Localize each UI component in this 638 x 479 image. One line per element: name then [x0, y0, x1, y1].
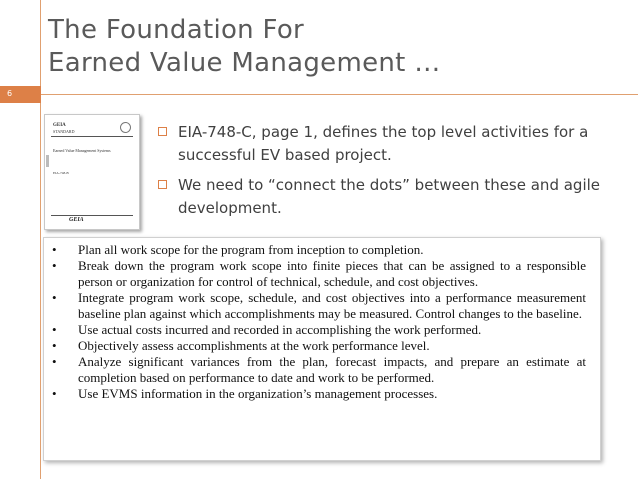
eia-activity-item [48, 290, 600, 322]
bullet-dot-icon: • [52, 242, 57, 257]
thumbnail-doc-number: EIA-748-B [53, 171, 69, 175]
eia-activity-item [48, 322, 600, 338]
checkbox-bullet-icon [158, 127, 167, 136]
slide-number-badge [0, 86, 41, 103]
left-accent-rule [40, 0, 41, 479]
bullet-dot-icon: • [52, 338, 57, 353]
slide-bullet [158, 174, 608, 220]
eia-activity-item [48, 354, 600, 386]
eia-activity-item [48, 386, 600, 402]
thumbnail-rule-top [51, 136, 133, 137]
slide-bullet-list [158, 121, 608, 227]
thumbnail-doc-title: Earned Value Management Systems [53, 148, 111, 153]
slide-bullet-text: EIA-748-C, page 1, defines the top level activities for a successful EV based project. [178, 123, 589, 164]
eia-activity-item [48, 338, 600, 354]
bullet-dot-icon: • [52, 386, 57, 401]
standard-document-thumbnail [44, 114, 140, 230]
eia-excerpt-box [43, 237, 601, 461]
thumbnail-label: STANDARD [53, 129, 75, 134]
thumbnail-logo: GEIA [69, 217, 84, 223]
eia-activity-text: Objectively assess accomplishments at the work performance level. [78, 338, 430, 353]
slide-bullet-text: We need to “connect the dots” between these and agile development. [178, 176, 601, 217]
bullet-dot-icon: • [52, 258, 57, 273]
eia-activity-text: Plan all work scope for the program from inception to completion. [78, 242, 424, 257]
eia-activity-item [48, 242, 600, 258]
slide-bullet [158, 121, 608, 167]
slide-title-line-2: Earned Value Management … [48, 48, 441, 78]
seal-icon [120, 122, 131, 133]
slide-title [48, 14, 441, 80]
eia-activity-item [48, 258, 600, 290]
eia-activity-text: Integrate program work scope, schedule, and cost objectives into a performance measurement baseline plan against which accomplishments may be measured. Control changes to the baseline. [78, 290, 586, 321]
bullet-dot-icon: • [52, 290, 57, 305]
slide-title-line-1: The Foundation For [48, 15, 305, 45]
eia-activity-text: Break down the program work scope into finite pieces that can be assigned to a responsible person or organization for control of technical, schedule, and cost objectives. [78, 258, 586, 289]
slide-number: 6 [7, 89, 13, 98]
bullet-dot-icon: • [52, 322, 57, 337]
thumbnail-rule-bottom [51, 215, 133, 216]
title-divider [41, 94, 638, 95]
eia-activity-text: Use actual costs incurred and recorded in accomplishing the work performed. [78, 322, 482, 337]
checkbox-bullet-icon [158, 180, 167, 189]
eia-activity-list [44, 238, 600, 402]
bullet-dot-icon: • [52, 354, 57, 369]
eia-activity-text: Analyze significant variances from the plan, forecast impacts, and prepare an estimate at completion based on performance to date and work to be performed. [78, 354, 586, 385]
thumbnail-org: GEIA [53, 123, 66, 128]
thumbnail-side-mark [46, 155, 49, 167]
eia-activity-text: Use EVMS information in the organization’s management processes. [78, 386, 438, 401]
